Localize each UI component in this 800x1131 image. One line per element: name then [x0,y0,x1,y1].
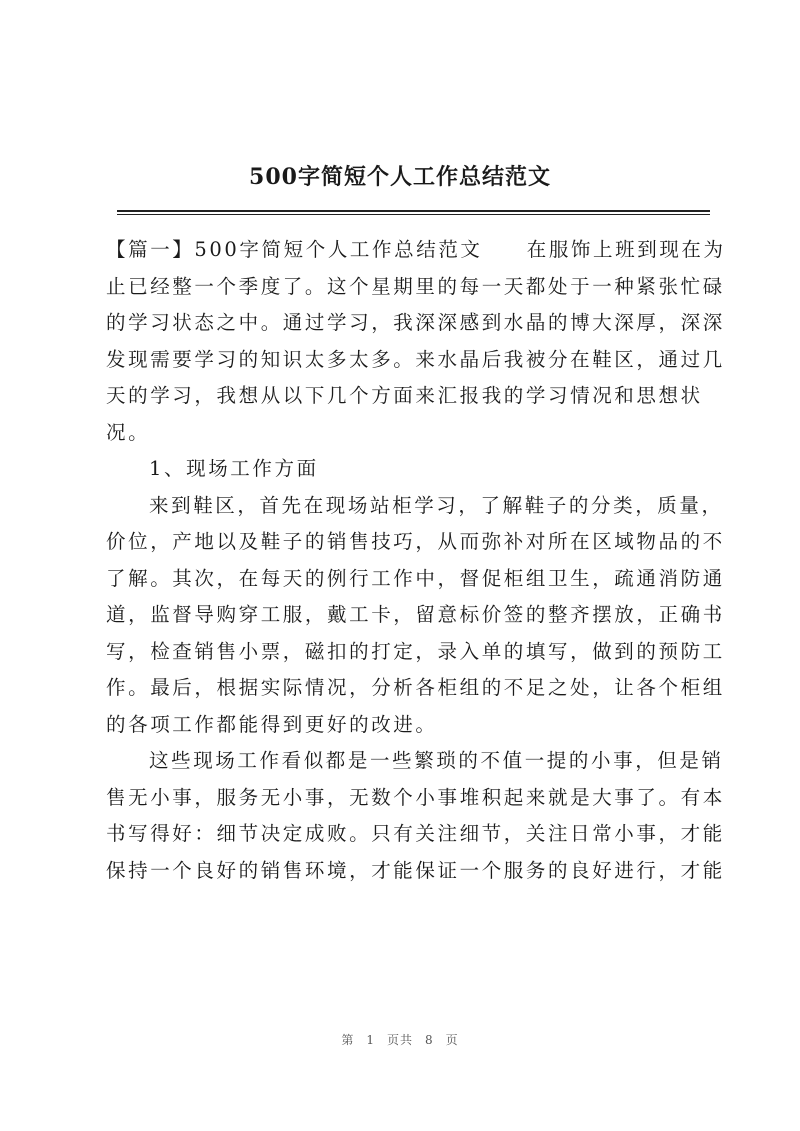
body-line: 这些现场工作看似都是一些繁琐的不值一提的小事，但是销 [149,749,724,772]
footer-page-number: 1 [366,1033,375,1047]
section-heading: 1、现场工作方面 [149,457,319,480]
footer-total-pages: 8 [425,1033,434,1047]
document-title: 500字简短个人工作总结范文 [249,164,551,190]
body-line: 况。 [106,420,151,444]
body-line: 道，监督导购穿工服，戴工卡，留意标价签的整齐摆放，正确书 [106,603,725,626]
body-line: 止已经整一个季度了。这个星期里的每一天都处于一种紧张忙碌 [106,274,725,298]
body-line: 的学习状态之中。通过学习，我深深感到水晶的博大深厚，深深 [106,311,725,334]
body-line: 了解。其次，在每天的例行工作中，督促柜组卫生，疏通消防通 [106,566,725,590]
footer-suffix: 页 [445,1033,459,1047]
footer-prefix: 第 [341,1033,355,1047]
title-rule-thick [117,210,710,212]
page-footer [0,1031,800,1048]
title-rule-thin [117,214,710,215]
body-line: 天的学习，我想从以下几个方面来汇报我的学习情况和思想状 [106,384,703,407]
body-line: 写，检查销售小票，磁扣的打定，录入单的填写，做到的预防工 [106,639,725,663]
body-line: 来到鞋区，首先在现场站柜学习，了解鞋子的分类，质量， [149,493,724,517]
body-line: 作。最后，根据实际情况，分析各柜组的不足之处，让各个柜组 [106,676,725,699]
body-line: 保持一个良好的销售环境，才能保证一个服务的良好进行，才能 [106,858,725,882]
body-line: 【篇一】500字简短个人工作总结范文 在服饰上班到现在为 [106,238,726,261]
document-body [106,232,726,889]
body-line: 售无小事，服务无小事，无数个小事堆积起来就是大事了。有本 [106,785,725,809]
body-line: 发现需要学习的知识太多太多。来水晶后我被分在鞋区，通过几 [106,347,725,371]
body-line: 价位，产地以及鞋子的销售技巧，从而弥补对所在区域物品的不 [106,530,725,553]
body-line: 书写得好：细节决定成败。只有关注细节，关注日常小事，才能 [106,822,725,845]
body-line: 的各项工作都能得到更好的改进。 [106,712,438,736]
footer-middle: 页共 [386,1033,413,1047]
